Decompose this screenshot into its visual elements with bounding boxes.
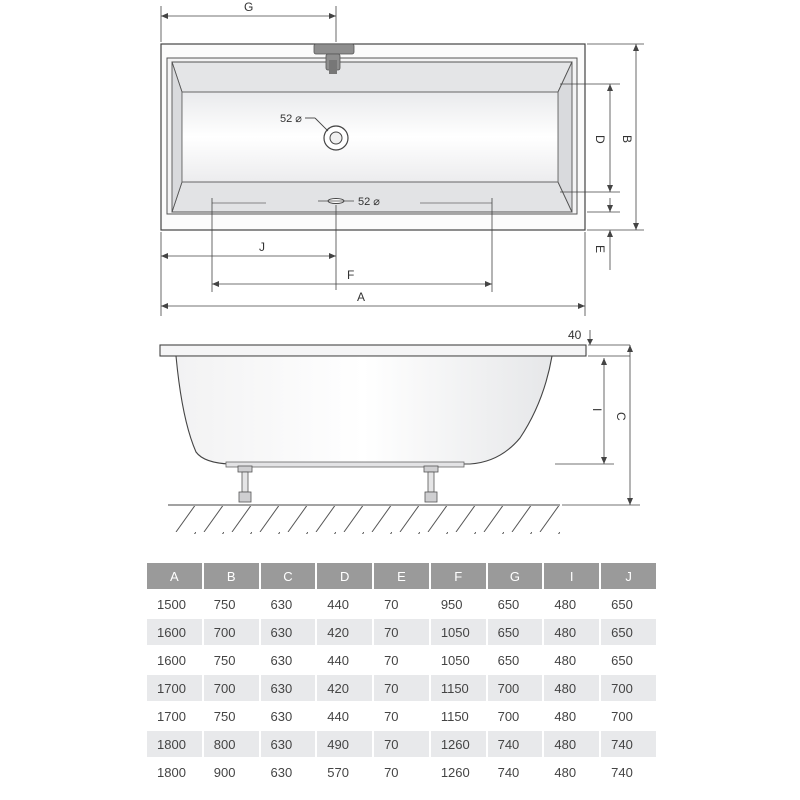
table-cell: 420 (317, 619, 372, 645)
label-b: B (620, 135, 634, 144)
table-cell: 70 (374, 675, 429, 701)
table-cell: 650 (488, 591, 543, 617)
label-e: E (593, 245, 607, 254)
table-cell: 70 (374, 619, 429, 645)
dimension-e (587, 198, 620, 270)
table-cell: 900 (204, 759, 259, 785)
table-cell: 740 (488, 759, 543, 785)
table-cell: 1050 (431, 619, 486, 645)
table-cell: 630 (261, 759, 316, 785)
label-a: A (357, 290, 366, 304)
table-cell: 440 (317, 591, 372, 617)
table-cell: 1050 (431, 647, 486, 673)
label-g: G (244, 0, 254, 14)
table-cell: 480 (544, 759, 599, 785)
table-cell: 480 (544, 591, 599, 617)
side-tub-body (176, 356, 552, 464)
table-cell: 1150 (431, 675, 486, 701)
label-f: F (347, 268, 355, 282)
label-i: I (590, 408, 604, 412)
leg-right-icon (424, 466, 438, 502)
table-cell: 70 (374, 731, 429, 757)
table-cell: 630 (261, 647, 316, 673)
dimension-c (562, 345, 640, 505)
table-cell: 1800 (147, 759, 202, 785)
table-cell: 70 (374, 647, 429, 673)
basin-floor-top (182, 92, 558, 182)
table-cell: 480 (544, 731, 599, 757)
label-c: C (614, 412, 628, 421)
table-header-row (147, 563, 656, 589)
table-cell: 1260 (431, 731, 486, 757)
table-cell: 1150 (431, 703, 486, 729)
header-i: I (544, 563, 599, 589)
table-cell: 750 (204, 647, 259, 673)
table-cell: 740 (601, 731, 656, 757)
header-f: F (431, 563, 486, 589)
leg-left-icon (238, 466, 252, 502)
table-cell: 1500 (147, 591, 202, 617)
dimension-i (555, 358, 614, 464)
table-row (147, 703, 656, 729)
table-cell: 1700 (147, 675, 202, 701)
table-cell: 740 (601, 759, 656, 785)
table-cell: 650 (601, 591, 656, 617)
table-cell: 630 (261, 591, 316, 617)
table-row (147, 591, 656, 617)
table-cell: 70 (374, 759, 429, 785)
table-cell: 750 (204, 703, 259, 729)
floor-hatch (168, 506, 560, 534)
table-cell: 480 (544, 647, 599, 673)
side-rim (160, 345, 586, 356)
table-cell: 700 (488, 675, 543, 701)
label-j: J (259, 240, 265, 254)
header-c: C (261, 563, 316, 589)
header-j: J (601, 563, 656, 589)
table-cell: 700 (488, 703, 543, 729)
table-cell: 570 (317, 759, 372, 785)
basin-slope-top (172, 62, 572, 92)
table-cell: 950 (431, 591, 486, 617)
table-cell: 490 (317, 731, 372, 757)
table-row (147, 759, 656, 785)
table-cell: 440 (317, 647, 372, 673)
side-view (160, 328, 640, 534)
table-row (147, 647, 656, 673)
table-cell: 1600 (147, 647, 202, 673)
dimensions-table (145, 561, 658, 787)
table-cell: 650 (601, 619, 656, 645)
header-d: D (317, 563, 372, 589)
table-cell: 700 (601, 703, 656, 729)
table-cell: 1800 (147, 731, 202, 757)
top-view (161, 0, 644, 316)
table-cell: 70 (374, 703, 429, 729)
table-cell: 700 (601, 675, 656, 701)
header-b: B (204, 563, 259, 589)
table-cell: 650 (488, 619, 543, 645)
drain-diameter-label: 52 ⌀ (280, 113, 302, 125)
table-cell: 1260 (431, 759, 486, 785)
table-cell: 630 (261, 619, 316, 645)
table-cell: 650 (488, 647, 543, 673)
table-cell: 650 (601, 647, 656, 673)
label-d: D (593, 135, 607, 144)
label-rim-thickness: 40 (568, 328, 582, 342)
dimension-g (161, 0, 336, 42)
dimension-a (161, 232, 585, 316)
drain-icon (324, 126, 348, 150)
table-cell: 480 (544, 619, 599, 645)
table-cell: 630 (261, 731, 316, 757)
table-body (147, 591, 656, 785)
table-cell: 480 (544, 703, 599, 729)
header-a: A (147, 563, 202, 589)
table-cell: 70 (374, 591, 429, 617)
header-e: E (374, 563, 429, 589)
table-cell: 630 (261, 675, 316, 701)
table-cell: 480 (544, 675, 599, 701)
table-cell: 630 (261, 703, 316, 729)
table-cell: 700 (204, 619, 259, 645)
table-cell: 440 (317, 703, 372, 729)
header-g: G (488, 563, 543, 589)
table-cell: 800 (204, 731, 259, 757)
table-cell: 1600 (147, 619, 202, 645)
table-row (147, 731, 656, 757)
table-row (147, 619, 656, 645)
table-cell: 420 (317, 675, 372, 701)
table-row (147, 675, 656, 701)
overflow-diameter-label: 52 ⌀ (358, 196, 380, 208)
table-cell: 700 (204, 675, 259, 701)
table-cell: 750 (204, 591, 259, 617)
table-cell: 1700 (147, 703, 202, 729)
table-cell: 740 (488, 731, 543, 757)
